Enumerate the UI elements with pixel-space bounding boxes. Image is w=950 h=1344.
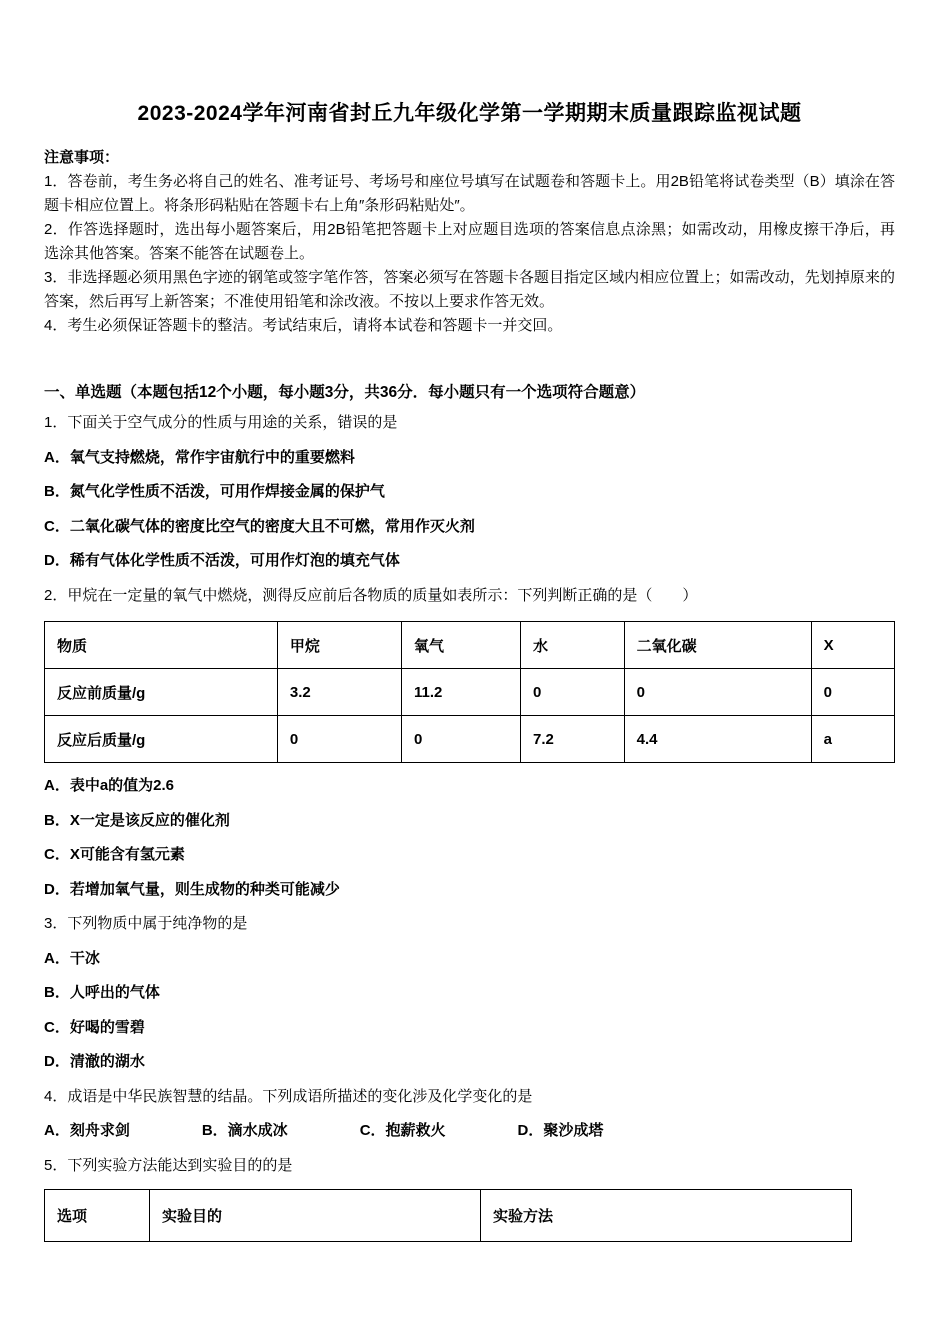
q2-cell-before-water: 0: [520, 669, 624, 716]
section1-heading: 一、单选题（本题包括12个小题，每小题3分，共36分．每小题只有一个选项符合题意）: [44, 384, 646, 401]
q2-th-x: X: [811, 622, 894, 669]
q1-option-a: A．氧气支持燃烧，常作宇宙航行中的重要燃料: [44, 448, 355, 466]
q2-cell-before-oxygen: 11.2: [401, 669, 520, 716]
q5-stem: 5．下列实验方法能达到实验目的的是: [44, 1156, 293, 1174]
q2-cell-after-oxygen: 0: [401, 716, 520, 763]
q2-stem: 2．甲烷在一定量的氧气中燃烧，测得反应前后各物质的质量如表所示：下列判断正确的是（ ）: [44, 586, 698, 604]
q5-experiment-table: [44, 1189, 852, 1242]
q3-option-c: C．好喝的雪碧: [44, 1018, 145, 1036]
q5-th-purpose: 实验目的: [149, 1190, 480, 1242]
q2-cell-after-label: 反应后质量/g: [45, 716, 278, 763]
q2-th-oxygen: 氧气: [401, 622, 520, 669]
q2-th-water: 水: [520, 622, 624, 669]
q2-table-header-row: [45, 622, 895, 669]
q1-option-d: D．稀有气体化学性质不活泼，可用作灯泡的填充气体: [44, 552, 400, 569]
q2-cell-before-x: 0: [811, 669, 894, 716]
notice-item-3: 3．非选择题必须用黑色字迹的钢笔或签字笔作答，答案必须写在答题卡各题目指定区域内相应位置上；如需改动，先划掉原来的答案，然后再写上新答案；不准使用铅笔和涂改液。不按以上要求作答无效。: [44, 269, 895, 310]
q3-option-b: B．人呼出的气体: [44, 984, 160, 1001]
q4-option-a: A．刻舟求剑: [44, 1122, 130, 1139]
q2-cell-after-co2: 4.4: [624, 716, 811, 763]
q2-cell-after-x: a: [811, 716, 894, 763]
question-1: [44, 406, 895, 579]
notice-item-4: 4．考生必须保证答题卡的整洁。考试结束后，请将本试卷和答题卡一并交回。: [44, 317, 563, 334]
q1-option-b: B．氮气化学性质不活泼，可用作焊接金属的保护气: [44, 483, 385, 500]
q2-th-methane: 甲烷: [277, 622, 401, 669]
q5-table-header-row: [45, 1190, 852, 1242]
page-title: 2023-2024学年河南省封丘九年级化学第一学期期末质量跟踪监视试题: [137, 102, 802, 125]
notice-item-1: 1．答卷前，考生务必将自己的姓名、准考证号、考场号和座位号填写在试题卷和答题卡上。用2B铅笔将试卷类型（B）填涂在答题卡相应位置上。将条形码粘贴在答题卡右上角″条形码粘贴处″。: [44, 173, 895, 214]
q5-th-option: 选项: [45, 1190, 150, 1242]
q4-option-b: B．滴水成冰: [201, 1122, 288, 1139]
q2-option-c: C．X可能含有氢元素: [44, 846, 185, 863]
question-4: [44, 1080, 895, 1149]
q4-option-c: C．抱薪救火: [359, 1122, 446, 1139]
q2-cell-after-water: 7.2: [520, 716, 624, 763]
notice-section: [44, 146, 895, 338]
q2-cell-before-methane: 3.2: [277, 669, 401, 716]
q3-option-d: D．清澈的湖水: [44, 1053, 145, 1070]
q2-table-row-before: [45, 669, 895, 716]
q4-stem: 4．成语是中华民族智慧的结晶。下列成语所描述的变化涉及化学变化的是: [44, 1087, 533, 1105]
q2-th-co2: 二氧化碳: [624, 622, 811, 669]
q2-option-b: B．X一定是该反应的催化剂: [44, 811, 230, 829]
q2-cell-after-methane: 0: [277, 716, 401, 763]
q2-option-a: A．表中a的值为2.6: [44, 777, 175, 794]
notice-item-2: 2．作答选择题时，选出每小题答案后，用2B铅笔把答题卡上对应题目选项的答案信息点涂黑；如需改动，用橡皮擦干净后，再选涂其他答案。答案不能答在试题卷上。: [44, 221, 895, 262]
q3-option-a: A．干冰: [44, 949, 100, 967]
q4-options-row: [44, 1114, 895, 1149]
q5-th-method: 实验方法: [481, 1190, 852, 1242]
notice-heading: 注意事项：: [44, 149, 120, 166]
question-2: [44, 579, 895, 908]
q2-cell-before-label: 反应前质量/g: [45, 669, 278, 716]
q2-table-row-after: [45, 716, 895, 763]
q4-option-d: D．聚沙成塔: [517, 1122, 604, 1139]
q2-th-substance: 物质: [45, 622, 278, 669]
question-3: [44, 907, 895, 1080]
question-5: [44, 1149, 895, 1243]
q2-option-d: D．若增加氧气量，则生成物的种类可能减少: [44, 880, 340, 898]
q2-cell-before-co2: 0: [624, 669, 811, 716]
q1-stem: 1．下面关于空气成分的性质与用途的关系，错误的是: [44, 414, 398, 431]
q1-option-c: C．二氧化碳气体的密度比空气的密度大且不可燃，常用作灭火剂: [44, 517, 475, 535]
q3-stem: 3．下列物质中属于纯净物的是: [44, 915, 248, 932]
q2-mass-table: [44, 621, 895, 763]
